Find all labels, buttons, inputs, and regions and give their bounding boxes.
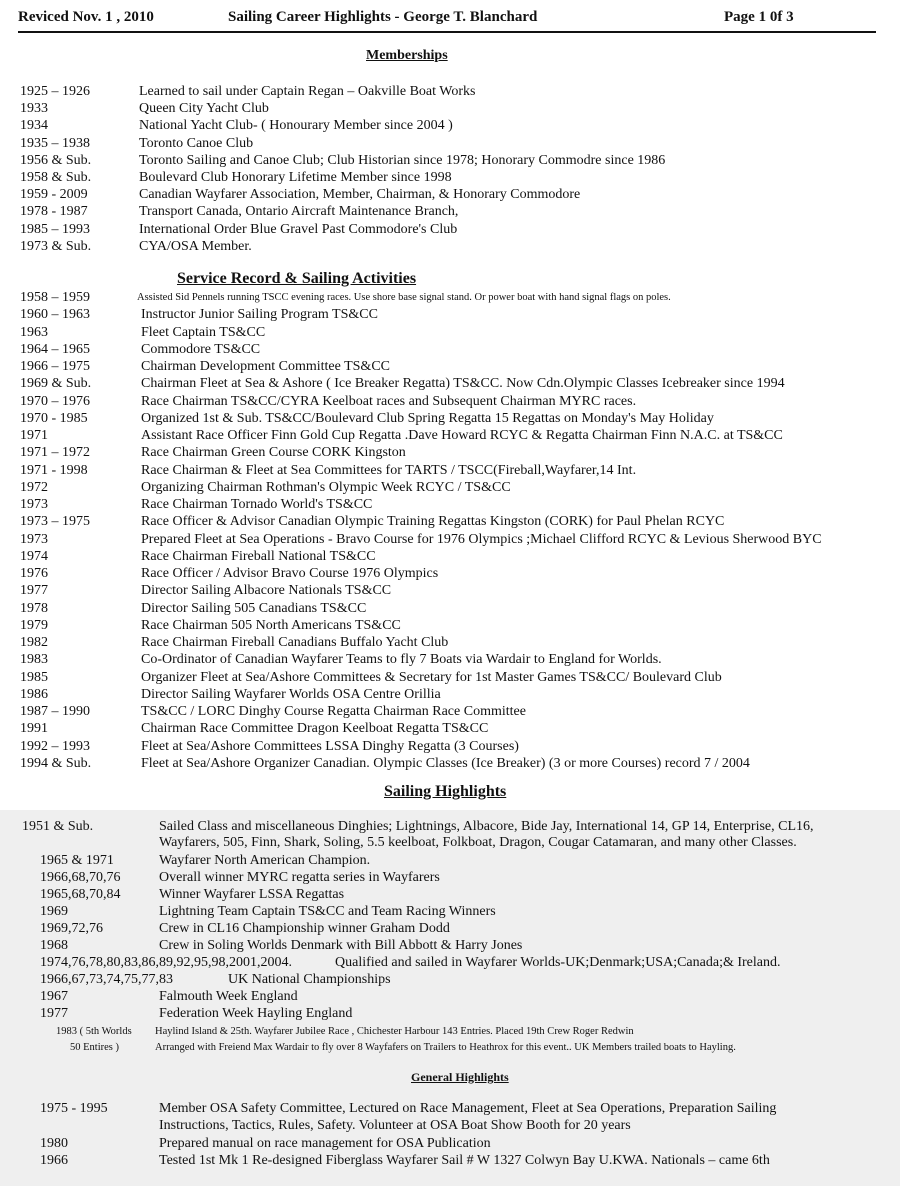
entry-description: Member OSA Safety Committee, Lectured on Race Management, Fleet at Sea Operations, Preparation Sailing	[159, 1101, 777, 1116]
entry-description: Learned to sail under Captain Regan – Oakville Boat Works	[139, 84, 476, 99]
entry-years: 1979	[20, 617, 48, 633]
entry-years: 1966,67,73,74,75,77,83	[40, 972, 173, 987]
entry-description: Race Chairman Fireball National TS&CC	[141, 548, 376, 564]
entry-years: 1963	[20, 324, 48, 340]
entry-years: 1992 – 1993	[20, 738, 90, 754]
entry-years: 1934	[20, 118, 48, 134]
entry-years: 1991	[20, 721, 48, 737]
sailing-heading: Sailing Highlights	[384, 783, 507, 800]
entry-description: National Yacht Club- ( Honourary Member since 2004 )	[139, 118, 453, 134]
entry-years: 1971	[20, 428, 48, 443]
entry-years: 1966	[40, 1153, 68, 1168]
entry-years: 1966 – 1975	[20, 359, 90, 374]
entry-description: Prepared Fleet at Sea Operations - Bravo Course for 1976 Olympics ;Michael Clifford RCYC & Levious Sherwood BYC	[141, 531, 822, 547]
entry-years: 1960 – 1963	[20, 307, 90, 323]
entry-description: Chairman Fleet at Sea & Ashore ( Ice Breaker Regatta) TS&CC. Now Cdn.Olympic Classes Icebreaker since 1994	[141, 376, 785, 392]
entry-description: Race Officer & Advisor Canadian Olympic Training Regattas Kingston (CORK) for Paul Phelan RCYC	[141, 514, 725, 530]
entry-description: Qualified and sailed in Wayfarer Worlds-UK;Denmark;USA;Canada;& Ireland.	[335, 955, 781, 970]
entry-description: Assistant Race Officer Finn Gold Cup Regatta .Dave Howard RCYC & Regatta Chairman Finn N.A.C. at TS&CC	[141, 428, 783, 443]
entry-description: Arranged with Freiend Max Wardair to fly over 8 Wayfafers on Trailers to Heathrox for this event.. UK Members trailed boats to Hayling.	[155, 1042, 736, 1053]
entry-description: Race Officer / Advisor Bravo Course 1976 Olympics	[141, 566, 439, 581]
entry-description: Race Chairman & Fleet at Sea Committees for TARTS / TSCC(Fireball,Wayfarer,14 Int.	[141, 462, 637, 478]
entry-description: Canadian Wayfarer Association, Member, Chairman, & Honorary Commodore	[139, 187, 581, 203]
entry-description: Director Sailing Albacore Nationals TS&CC	[141, 583, 392, 599]
document-title: Sailing Career Highlights - George T. Blanchard	[228, 9, 538, 25]
entry-description: International Order Blue Gravel Past Commodore's Club	[139, 221, 458, 237]
entry-years: 1969,72,76	[40, 921, 103, 936]
entry-years: 1971 - 1998	[20, 462, 88, 478]
entry-description: Director Sailing 505 Canadians TS&CC	[141, 600, 367, 616]
entry-years: 1970 – 1976	[20, 393, 90, 409]
entry-description: Fleet at Sea/Ashore Committees LSSA Dinghy Regatta (3 Courses)	[141, 738, 519, 754]
entry-years: 1994 & Sub.	[20, 755, 92, 771]
entry-years: 1968	[40, 938, 68, 953]
entry-description: Race Chairman 505 North Americans TS&CC	[141, 617, 401, 633]
entry-description: Toronto Sailing and Canoe Club; Club Historian since 1978; Honorary Commodre since 1986	[139, 152, 666, 168]
entry-description: Queen City Yacht Club	[139, 101, 269, 117]
entry-years: 1977	[20, 583, 48, 599]
entry-description: Organizer Fleet at Sea/Ashore Committees & Secretary for 1st Master Games TS&CC/ Boulevard Club	[141, 669, 722, 685]
entry-years: 1969	[40, 904, 68, 919]
entry-years: 1925 – 1926	[20, 84, 90, 99]
page-number: Page 1 0f 3	[724, 9, 794, 25]
entry-description: Tested 1st Mk 1 Re-designed Fiberglass Wayfarer Sail # W 1327 Colwyn Bay U.KWA. Nationals – came 6th	[159, 1153, 770, 1168]
entry-years: 50 Entires )	[70, 1042, 119, 1053]
entry-description: Toronto Canoe Club	[139, 135, 254, 151]
entry-years: 1935 – 1938	[20, 135, 90, 151]
entry-description: Instructions, Tactics, Rules, Safety. Volunteer at OSA Boat Show Booth for 20 years	[159, 1118, 631, 1133]
entry-years: 1958 & Sub.	[20, 170, 92, 185]
entry-description: Wayfarers, 505, Finn, Shark, Soling, 5.5 keelboat, Folkboat, Dragon, Cougar Catamaran, and many other Classes.	[159, 835, 797, 850]
entry-description: CYA/OSA Member.	[139, 238, 252, 254]
entry-description: Haylind Island & 25th. Wayfarer Jubilee Race , Chichester Harbour 143 Entries. Placed 19th Crew Roger Redwin	[155, 1026, 634, 1037]
revised-date: Reviced Nov. 1 , 2010	[18, 9, 154, 25]
entry-description: Fleet Captain TS&CC	[141, 324, 266, 340]
entry-years: 1965 & 1971	[40, 853, 114, 868]
entry-description: Sailed Class and miscellaneous Dinghies; Lightnings, Albacore, Bide Jay, International 14, GP 14, Enterprise, CL16,	[159, 819, 814, 834]
entry-years: 1967	[40, 989, 68, 1004]
entry-years: 1986	[20, 686, 48, 702]
entry-years: 1974,76,78,80,83,86,89,92,95,98,2001,2004.	[40, 955, 292, 970]
entry-years: 1956 & Sub.	[20, 152, 92, 168]
entry-description: Boulevard Club Honorary Lifetime Member since 1998	[139, 170, 452, 185]
entry-description: Winner Wayfarer LSSA Regattas	[159, 887, 345, 902]
entry-years: 1978 - 1987	[20, 204, 88, 220]
memberships-heading: Memberships	[366, 48, 448, 63]
entry-description: Race Chairman Fireball Canadians Buffalo Yacht Club	[141, 635, 449, 650]
entry-description: Co-Ordinator of Canadian Wayfarer Teams to fly 7 Boats via Wardair to England for Worlds.	[141, 652, 662, 668]
entry-years: 1974	[20, 548, 48, 564]
entry-years: 1985	[20, 669, 48, 685]
entry-description: Overall winner MYRC regatta series in Wayfarers	[159, 870, 440, 885]
entry-description: TS&CC / LORC Dinghy Course Regatta Chairman Race Committee	[141, 704, 526, 719]
entry-description: Crew in Soling Worlds Denmark with Bill Abbott & Harry Jones	[159, 938, 523, 953]
entry-description: Chairman Race Committee Dragon Keelboat Regatta TS&CC	[141, 721, 489, 737]
entry-description: Assisted Sid Pennels running TSCC evening races. Use shore base signal stand. Or power boat with hand signal flags on poles.	[137, 292, 671, 303]
entry-description: Wayfarer North American Champion.	[159, 853, 371, 868]
entry-description: Race Chairman Tornado World's TS&CC	[141, 497, 373, 512]
general-heading: General Highlights	[411, 1070, 509, 1084]
service-heading: Service Record & Sailing Activities	[177, 270, 417, 287]
entry-description: Organized 1st & Sub. TS&CC/Boulevard Club Spring Regatta 15 Regattas on Monday's May Holiday	[141, 410, 714, 426]
entry-years: 1972	[20, 479, 48, 495]
entry-years: 1977	[40, 1006, 68, 1021]
entry-years: 1959 - 2009	[20, 187, 88, 203]
entry-years: 1973 & Sub.	[20, 238, 92, 254]
entry-years: 1965,68,70,84	[40, 887, 121, 902]
entry-years: 1966,68,70,76	[40, 870, 121, 885]
entry-description: Falmouth Week England	[159, 989, 298, 1004]
entry-years: 1983	[20, 652, 48, 668]
entry-description: Transport Canada, Ontario Aircraft Maintenance Branch,	[139, 204, 459, 220]
entry-years: 1964 – 1965	[20, 341, 90, 357]
entry-years: 1975 - 1995	[40, 1101, 108, 1116]
entry-years: 1978	[20, 600, 48, 616]
entry-description: Crew in CL16 Championship winner Graham Dodd	[159, 921, 450, 936]
entry-description: Commodore TS&CC	[141, 341, 261, 357]
entry-years: 1951 & Sub.	[22, 819, 94, 834]
entry-years: 1969 & Sub.	[20, 376, 92, 392]
entry-description: Fleet at Sea/Ashore Organizer Canadian. Olympic Classes (Ice Breaker) (3 or more Courses) record 7 / 2004	[141, 755, 750, 771]
entry-years: 1987 – 1990	[20, 704, 90, 719]
entry-years: 1983 ( 5th Worlds	[56, 1026, 132, 1037]
entry-description: Instructor Junior Sailing Program TS&CC	[141, 307, 378, 323]
header-rule	[18, 31, 876, 33]
entry-description: UK National Championships	[228, 972, 391, 987]
entry-years: 1980	[40, 1136, 68, 1151]
entry-years: 1971 – 1972	[20, 445, 90, 461]
entry-years: 1973	[20, 531, 48, 547]
entry-description: Prepared manual on race management for OSA Publication	[159, 1136, 491, 1151]
entry-description: Director Sailing Wayfarer Worlds OSA Centre Orillia	[141, 686, 441, 702]
entry-years: 1933	[20, 101, 48, 117]
entry-description: Race Chairman TS&CC/CYRA Keelboat races and Subsequent Chairman MYRC races.	[141, 393, 637, 409]
entry-years: 1982	[20, 635, 48, 650]
entry-years: 1985 – 1993	[20, 221, 90, 237]
entry-description: Lightning Team Captain TS&CC and Team Racing Winners	[159, 904, 496, 919]
entry-years: 1976	[20, 566, 48, 581]
entry-years: 1958 – 1959	[20, 290, 90, 305]
entry-years: 1970 - 1985	[20, 410, 88, 426]
entry-description: Race Chairman Green Course CORK Kingston	[141, 445, 406, 461]
entry-description: Chairman Development Committee TS&CC	[141, 359, 390, 374]
entry-years: 1973	[20, 497, 48, 512]
entry-description: Federation Week Hayling England	[159, 1006, 353, 1021]
entry-description: Organizing Chairman Rothman's Olympic Week RCYC / TS&CC	[141, 479, 511, 495]
entry-years: 1973 – 1975	[20, 514, 90, 530]
